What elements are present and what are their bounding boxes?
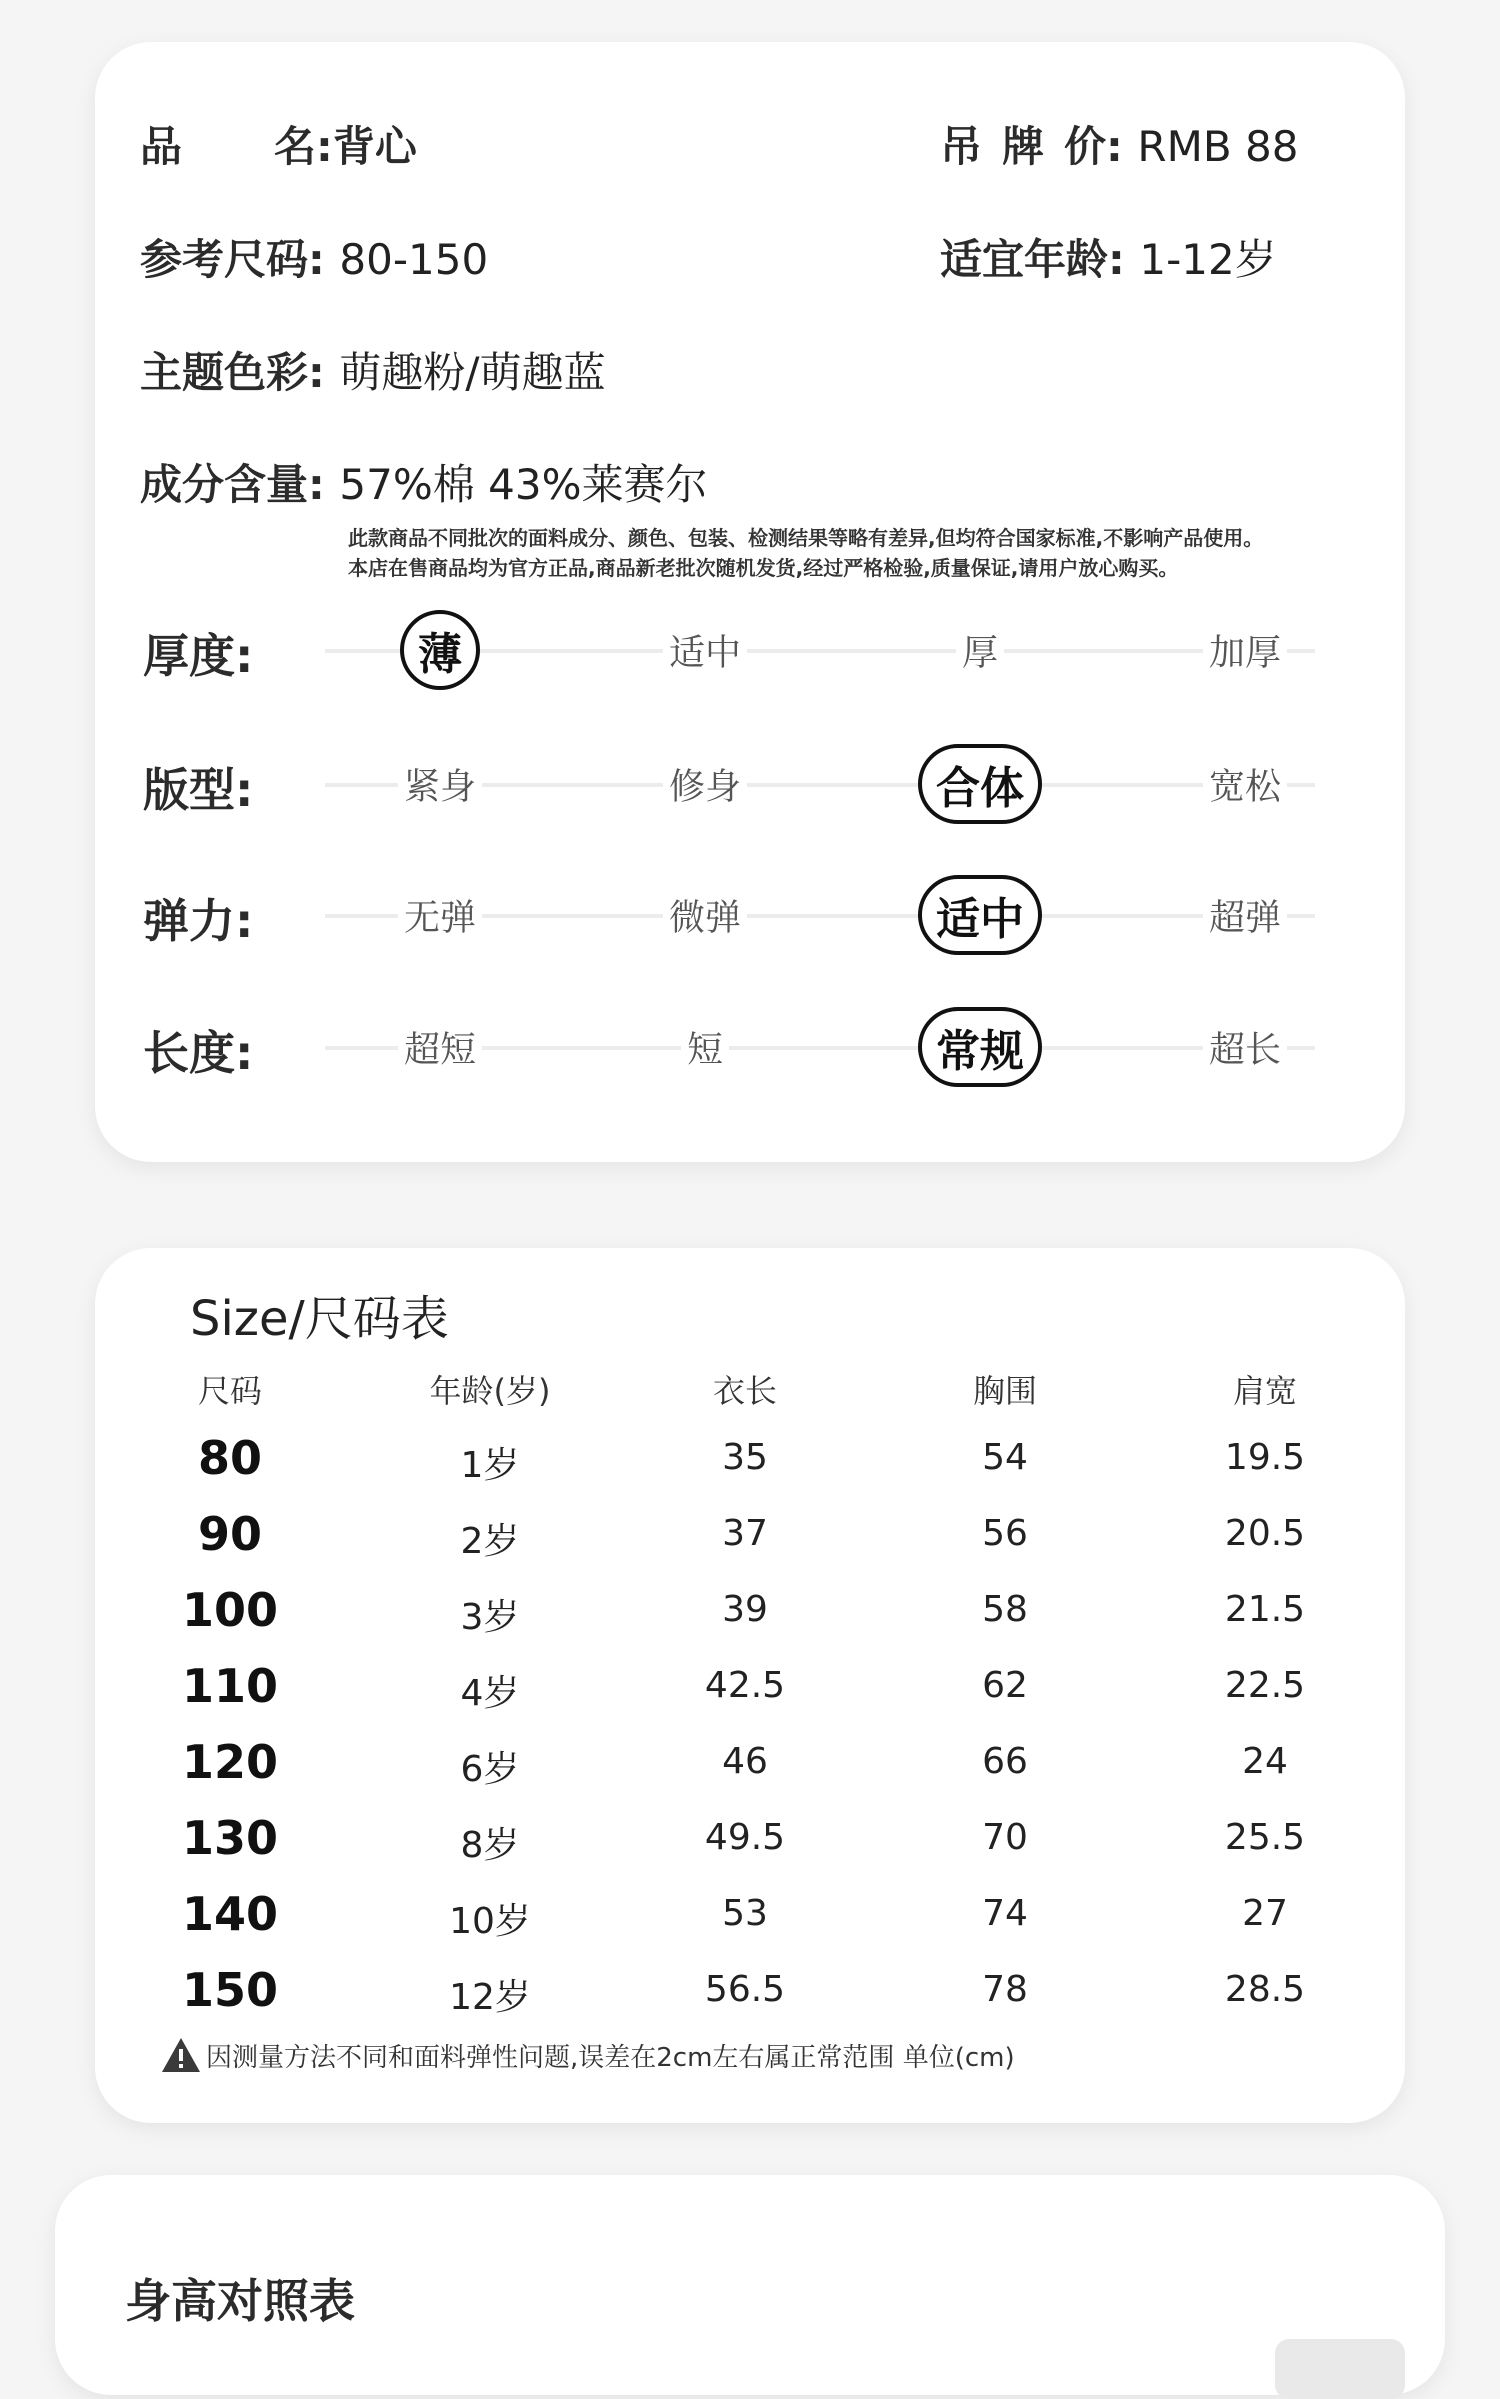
attribute-option: 无弹 [398,890,482,941]
attribute-option: 宽松 [1203,759,1287,810]
attribute-option-selected: 适中 [918,875,1042,955]
attribute-option: 微弹 [663,890,747,941]
size-table-title: Size/尺码表 [190,1291,449,1347]
size-table-cell: 130 [181,1811,279,1865]
size-table-cell: 22.5 [1224,1665,1306,1706]
size-table-cell: 90 [197,1507,263,1561]
size-table-cell: 53 [722,1893,768,1934]
size-table-cell: 8岁 [460,1825,520,1866]
size-table-header: 尺码 [197,1372,263,1410]
size-table-card [95,1248,1405,2123]
size-table-cell: 1岁 [460,1445,520,1486]
size-table-cell: 70 [982,1817,1028,1858]
size-table-cell: 140 [181,1887,279,1941]
size-table-cell: 46 [722,1741,768,1782]
size-table-cell: 49.5 [704,1817,786,1858]
size-table-cell: 25.5 [1224,1817,1306,1858]
size-table-cell: 100 [181,1583,279,1637]
attribute-label: 厚度: [143,629,254,683]
size-table-header: 肩宽 [1232,1372,1298,1410]
size-table-cell: 35 [722,1437,768,1478]
attribute-option: 超长 [1203,1022,1287,1073]
size-table-cell: 12岁 [449,1977,531,2018]
disclaimer-note-1: 此款商品不同批次的面料成分、颜色、包装、检测结果等略有差异,但均符合国家标准,不影响产品使用。 [348,526,1264,550]
size-table-header: 年龄(岁) [429,1372,551,1410]
size-table-cell: 2岁 [460,1521,520,1562]
product-info-card [95,42,1405,1162]
size-table-cell: 74 [982,1893,1028,1934]
attribute-option: 修身 [663,759,747,810]
attribute-fit [95,744,1405,824]
theme-color: 主题色彩: 萌趣粉/萌趣蓝 [140,348,606,397]
attribute-option: 超短 [398,1022,482,1073]
size-table-cell: 66 [982,1741,1028,1782]
size-table-cell: 39 [722,1589,768,1630]
attribute-option: 加厚 [1203,625,1287,676]
attribute-option: 适中 [663,625,747,676]
attribute-option-selected: 合体 [918,744,1042,824]
size-table-cell: 4岁 [460,1673,520,1714]
attribute-option: 超弹 [1203,890,1287,941]
size-table-cell: 56 [982,1513,1028,1554]
size-table-cell: 120 [181,1735,279,1789]
size-table-cell: 24 [1242,1741,1288,1782]
attribute-option: 短 [681,1022,729,1073]
height-chart-card [55,2175,1445,2395]
size-table-header: 衣长 [712,1372,778,1410]
size-table-cell: 3岁 [460,1597,520,1638]
product-name: 品 名:背心 [140,122,417,171]
size-table-cell: 21.5 [1224,1589,1306,1630]
reference-size: 参考尺码: 80-150 [140,235,489,284]
attribute-thickness [95,610,1405,690]
attribute-option: 厚 [956,625,1004,676]
attribute-option-selected: 薄 [400,610,480,690]
size-table-cell: 20.5 [1224,1513,1306,1554]
size-table-cell: 110 [181,1659,279,1713]
size-table-cell: 28.5 [1224,1969,1306,2010]
size-footnote: 因测量方法不同和面料弹性问题,误差在2cm左右属正常范围 单位(cm) [160,2036,1015,2081]
attribute-label: 长度: [143,1026,254,1080]
size-table-cell: 62 [982,1665,1028,1706]
size-table-cell: 37 [722,1513,768,1554]
height-chart-tab [1275,2339,1405,2399]
attribute-option: 紧身 [398,759,482,810]
size-table-cell: 6岁 [460,1749,520,1790]
disclaimer-note-2: 本店在售商品均为官方正品,商品新老批次随机发货,经过严格检验,质量保证,请用户放心购买。 [348,556,1179,580]
size-table-cell: 80 [197,1431,263,1485]
attribute-label: 版型: [143,763,254,817]
size-table-cell: 42.5 [704,1665,786,1706]
tag-price: 吊 牌 价: RMB 88 [940,122,1299,171]
attribute-label: 弹力: [143,894,254,948]
suitable-age: 适宜年龄: 1-12岁 [940,235,1277,284]
attribute-length [95,1007,1405,1087]
size-table-cell: 78 [982,1969,1028,2010]
warning-icon [160,2036,202,2081]
size-table-cell: 54 [982,1437,1028,1478]
size-table-cell: 27 [1242,1893,1288,1934]
attribute-option-selected: 常规 [918,1007,1042,1087]
height-chart-title: 身高对照表 [125,2274,355,2328]
size-table-cell: 150 [181,1963,279,2017]
composition: 成分含量: 57%棉 43%莱赛尔 [140,460,708,509]
size-table-header: 胸围 [972,1372,1038,1410]
attribute-elasticity [95,875,1405,955]
size-table-cell: 19.5 [1224,1437,1306,1478]
size-table-cell: 58 [982,1589,1028,1630]
size-table-cell: 10岁 [449,1901,531,1942]
size-table-cell: 56.5 [704,1969,786,2010]
